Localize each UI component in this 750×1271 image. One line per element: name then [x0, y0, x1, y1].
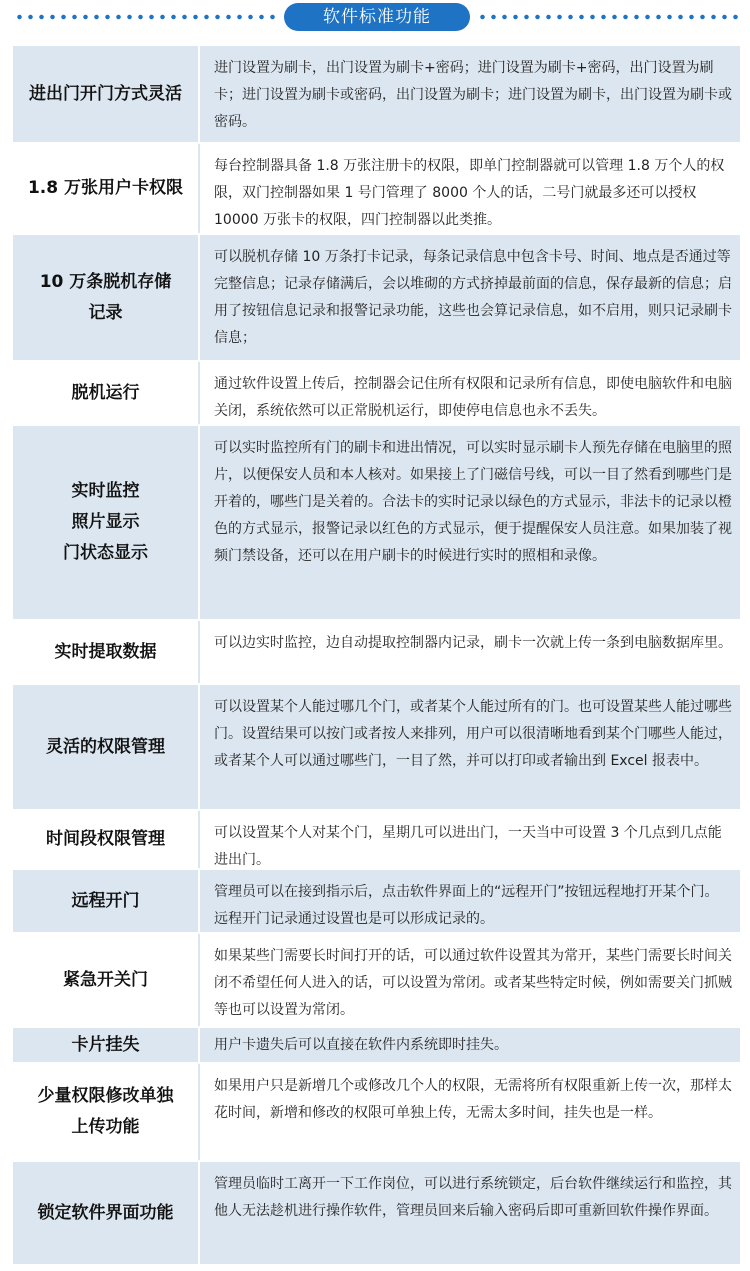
feature-row [13, 46, 740, 144]
feature-row [13, 362, 740, 426]
feature-row [13, 811, 740, 870]
feature-table [13, 46, 740, 1266]
feature-label [13, 426, 198, 619]
section-header [0, 0, 750, 34]
feature-label-line: 10 万条脱机存储 [39, 271, 172, 292]
feature-label [13, 144, 198, 233]
feature-description: 每台控制器具备 1.8 万张注册卡的权限，即单门控制器就可以管理 1.8 万个人的权限，双门控制器如果 1 号门管理了 8000 个人的话，二号门就最多还可以授权 10000 万张卡的权限，四门控制器以此类推。 [198, 144, 740, 233]
feature-row [13, 685, 740, 811]
feature-row [13, 934, 740, 1028]
feature-label-line: 脱机运行 [71, 382, 140, 403]
feature-label-line: 紧急开关门 [63, 969, 148, 990]
feature-row [13, 870, 740, 934]
feature-description: 用户卡遗失后可以直接在软件内系统即时挂失。 [198, 1028, 740, 1062]
header-dots-left [14, 14, 278, 20]
feature-description: 可以实时监控所有门的刷卡和进出情况，可以实时显示刷卡人预先存储在电脑里的照片，以便保安人员和本人核对。如果接上了门磁信号线，可以一目了然看到哪些门是开着的，哪些门是关着的。合法卡的实时记录以绿色的方式显示，非法卡的记录以橙色的方式显示，报警记录以红色的方式显示，便于提醒保安人员注意。如果加装了视频门禁设备，还可以在用户刷卡的时候进行实时的照相和录像。 [198, 426, 740, 619]
feature-label-line: 卡片挂失 [71, 1034, 140, 1055]
feature-label [13, 621, 198, 683]
feature-row [13, 621, 740, 685]
feature-label [13, 1064, 198, 1160]
feature-label-line: 上传功能 [71, 1117, 140, 1137]
feature-label-line: 时间段权限管理 [46, 829, 165, 849]
feature-description: 可以设置某个人对某个门，星期几可以进出门，一天当中可设置 3 个几点到几点能进出门。 [198, 811, 740, 868]
feature-label-line: 锁定软件界面功能 [37, 1202, 174, 1223]
feature-row [13, 426, 740, 621]
feature-label [13, 1028, 198, 1062]
feature-label [13, 362, 198, 424]
header-dots-right [477, 14, 741, 20]
feature-description: 可以设置某个人能过哪几个门，或者某个人能过所有的门。也可设置某些人能过哪些门。设置结果可以按门或者按人来排列，用户可以很清晰地看到某个门哪些人能过，或者某个人可以通过哪些门，一目了然，并可以打印或者输出到 Excel 报表中。 [198, 685, 740, 809]
feature-label [13, 934, 198, 1026]
feature-label [13, 870, 198, 932]
feature-row [13, 235, 740, 362]
feature-label-line: 远程开门 [71, 890, 140, 911]
feature-description: 进门设置为刷卡，出门设置为刷卡+密码；进门设置为刷卡+密码，出门设置为刷卡；进门设置为刷卡或密码，出门设置为刷卡；进门设置为刷卡，出门设置为刷卡或密码。 [198, 46, 740, 142]
feature-label [13, 46, 198, 142]
feature-description: 可以脱机存储 10 万条打卡记录，每条记录信息中包含卡号、时间、地点是否通过等完整信息；记录存储满后，会以堆砌的方式挤掉最前面的信息，保存最新的信息；启用了按钮信息记录和报警记录功能，这些也会算记录信息，如不启用，则只记录刷卡信息； [198, 235, 740, 360]
feature-description: 可以边实时监控，边自动提取控制器内记录，刷卡一次就上传一条到电脑数据库里。 [198, 621, 740, 683]
feature-label-line: 进出门开门方式灵活 [29, 83, 182, 104]
feature-label [13, 811, 198, 868]
feature-description: 如果用户只是新增几个或修改几个人的权限，无需将所有权限重新上传一次，那样太花时间，新增和修改的权限可单独上传，无需太多时间，挂失也是一样。 [198, 1064, 740, 1160]
feature-label [13, 685, 198, 809]
feature-label-line: 照片显示 [71, 512, 140, 532]
feature-label-line: 实时监控 [71, 481, 140, 501]
feature-row [13, 1028, 740, 1064]
feature-label-line: 实时提取数据 [54, 641, 157, 662]
feature-label-line: 少量权限修改单独 [37, 1086, 174, 1106]
feature-description: 管理员临时工离开一下工作岗位，可以进行系统锁定，后台软件继续运行和监控，其他人无法趁机进行操作软件，管理员回来后输入密码后即可重新回软件操作界面。 [198, 1162, 740, 1264]
feature-label-line: 记录 [88, 302, 123, 323]
feature-label-line: 1.8 万张用户卡权限 [27, 178, 184, 198]
feature-description: 通过软件设置上传后，控制器会记住所有权限和记录所有信息，即使电脑软件和电脑关闭，系统依然可以正常脱机运行，即使停电信息也永不丢失。 [198, 362, 740, 424]
feature-label [13, 235, 198, 360]
feature-label-line: 灵活的权限管理 [46, 736, 165, 757]
feature-row [13, 1162, 740, 1266]
section-title: 软件标准功能 [284, 3, 470, 31]
feature-row [13, 1064, 740, 1162]
feature-label [13, 1162, 198, 1264]
feature-row [13, 144, 740, 235]
feature-description: 如果某些门需要长时间打开的话，可以通过软件设置其为常开，某些门需要长时间关闭不希望任何人进入的话，可以设置为常闭。或者某些特定时候，例如需要关门抓贼等也可以设置为常闭。 [198, 934, 740, 1026]
feature-label-line: 门状态显示 [63, 543, 148, 563]
feature-description: 管理员可以在接到指示后，点击软件界面上的“远程开门”按钮远程地打开某个门。远程开门记录通过设置也是可以形成记录的。 [198, 870, 740, 932]
